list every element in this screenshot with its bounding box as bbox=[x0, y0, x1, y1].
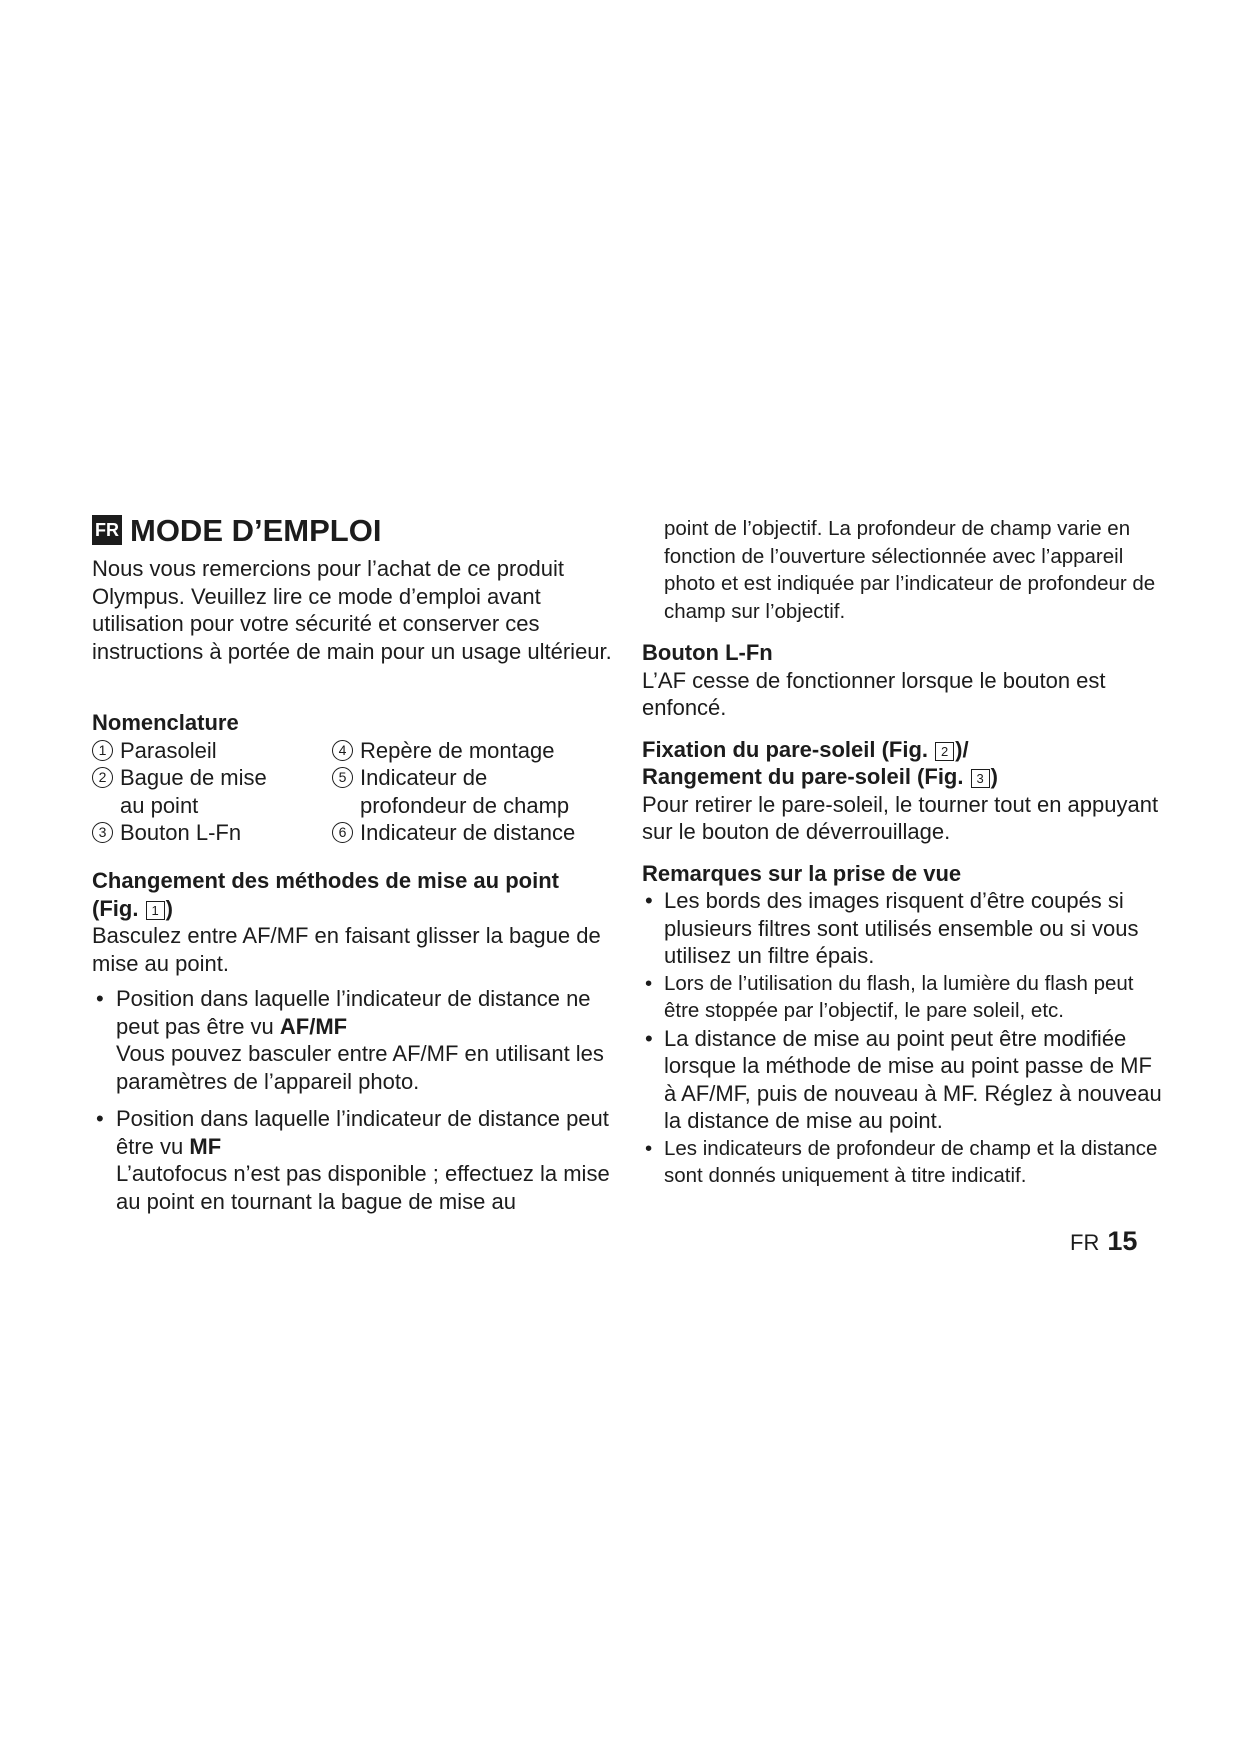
nomenclature-item bbox=[332, 764, 632, 819]
hood-heading-attach bbox=[642, 736, 1162, 764]
continuation-paragraph: point de l’objectif. La profondeur de champ varie en fonction de l’ouverture sélectionnée avec l’appareil photo et est indiquée par l’indicateur de profondeur de champ sur l’objectif. bbox=[664, 517, 1156, 623]
number-badge: 5 bbox=[332, 767, 353, 788]
fig-prefix: (Fig. bbox=[92, 895, 139, 921]
nomenclature-item bbox=[92, 819, 332, 847]
nomenclature-label: Indicateur de distance bbox=[360, 820, 576, 845]
hood-heading-store-text: Rangement du pare-soleil (Fig. bbox=[642, 764, 964, 789]
lfn-heading: Bouton L-Fn bbox=[642, 640, 773, 665]
focus-method-heading bbox=[92, 867, 612, 922]
number-badge: 1 bbox=[92, 740, 113, 761]
list-item bbox=[92, 985, 612, 1095]
figure-number-box: 2 bbox=[935, 742, 954, 761]
nomenclature-item bbox=[332, 819, 632, 847]
nomenclature-label: Bouton L-Fn bbox=[120, 820, 242, 845]
number-badge: 6 bbox=[332, 822, 353, 843]
page-footer bbox=[1070, 1226, 1137, 1257]
right-column bbox=[642, 515, 1162, 1204]
focus-method-section bbox=[92, 867, 612, 1225]
number-badge: 2 bbox=[92, 767, 113, 788]
nomenclature-list bbox=[92, 737, 652, 847]
list-item: • Les bords des images risquent d’être coupés si plusieurs filtres sont utilisés ensemble ou si vous utilisez un filtre épais. bbox=[642, 887, 1162, 970]
bullet-detail: L’autofocus n’est pas disponible ; effectuez la mise au point en tournant la bague de mise au bbox=[116, 1161, 610, 1214]
shooting-notes-heading: Remarques sur la prise de vue bbox=[642, 860, 962, 886]
nomenclature-label: Indicateur de profondeur de champ bbox=[360, 765, 570, 818]
footer-language: FR bbox=[1070, 1230, 1100, 1255]
hood-heading-attach-text: Fixation du pare-soleil (Fig. bbox=[642, 736, 929, 762]
intro-paragraph: Nous vous remercions pour l’achat de ce produit Olympus. Veuillez lire ce mode d’emploi avant utilisation pour votre sécurité et conserver ces instructions à portée de main pour un usage ultérieur. bbox=[92, 556, 612, 664]
focus-method-body: Basculez entre AF/MF en faisant glisser la bague de mise au point. bbox=[92, 923, 601, 976]
bullet-detail: Vous pouvez basculer entre AF/MF en utilisant les paramètres de l’appareil photo. bbox=[116, 1041, 604, 1094]
nomenclature-label: Repère de montage bbox=[360, 737, 555, 763]
page-number: 15 bbox=[1107, 1226, 1138, 1256]
nomenclature-item bbox=[92, 737, 332, 765]
bullet-mode: AF/MF bbox=[279, 1013, 348, 1039]
nomenclature-item bbox=[332, 737, 632, 765]
nomenclature-section bbox=[92, 709, 652, 847]
shooting-notes-section bbox=[642, 860, 1162, 1190]
lfn-body: L’AF cesse de fonctionner lorsque le bouton est enfoncé. bbox=[642, 667, 1106, 720]
bullet-mode: MF bbox=[189, 1133, 222, 1159]
page-title bbox=[92, 511, 381, 551]
language-badge: FR bbox=[92, 515, 122, 545]
lfn-section bbox=[642, 639, 1162, 722]
list-item: • Les indicateurs de profondeur de champ et la distance sont donnés uniquement à titre indicatif. bbox=[642, 1135, 1162, 1190]
number-badge: 4 bbox=[332, 740, 353, 761]
fig-suffix: ) bbox=[990, 764, 998, 789]
nomenclature-label: Parasoleil bbox=[120, 737, 217, 763]
hood-section bbox=[642, 736, 1162, 846]
page-title-text: MODE D’EMPLOI bbox=[130, 513, 382, 548]
list-item bbox=[92, 1105, 612, 1215]
focus-method-heading-text: Changement des méthodes de mise au point bbox=[92, 868, 559, 893]
number-badge: 3 bbox=[92, 822, 113, 843]
list-item: • Lors de l’utilisation du flash, la lumière du flash peut être stoppée par l’objectif, le pare soleil, etc. bbox=[642, 970, 1162, 1025]
shooting-notes-list bbox=[642, 887, 1162, 1190]
nomenclature-item bbox=[92, 764, 332, 819]
hood-body: Pour retirer le pare-soleil, le tourner tout en appuyant sur le bouton de déverrouillage. bbox=[642, 791, 1159, 844]
hood-heading-store bbox=[642, 763, 1162, 791]
nomenclature-heading: Nomenclature bbox=[92, 710, 239, 735]
fig-suffix: ) bbox=[165, 895, 173, 921]
fig-suffix: )/ bbox=[955, 736, 969, 762]
figure-number-box: 3 bbox=[971, 769, 990, 788]
nomenclature-label: Bague de mise au point bbox=[120, 765, 267, 818]
focus-method-bullets bbox=[92, 985, 612, 1215]
list-item: • La distance de mise au point peut être modifiée lorsque la méthode de mise au point passe de MF à AF/MF, puis de nouveau à MF. Réglez à nouveau la distance de mise au point. bbox=[642, 1025, 1162, 1135]
bullet-text: Position dans laquelle l’indicateur de distance ne peut pas être vu bbox=[116, 986, 591, 1039]
bullet-text: Position dans laquelle l’indicateur de distance peut être vu bbox=[116, 1106, 609, 1159]
figure-number-box: 1 bbox=[146, 901, 165, 920]
